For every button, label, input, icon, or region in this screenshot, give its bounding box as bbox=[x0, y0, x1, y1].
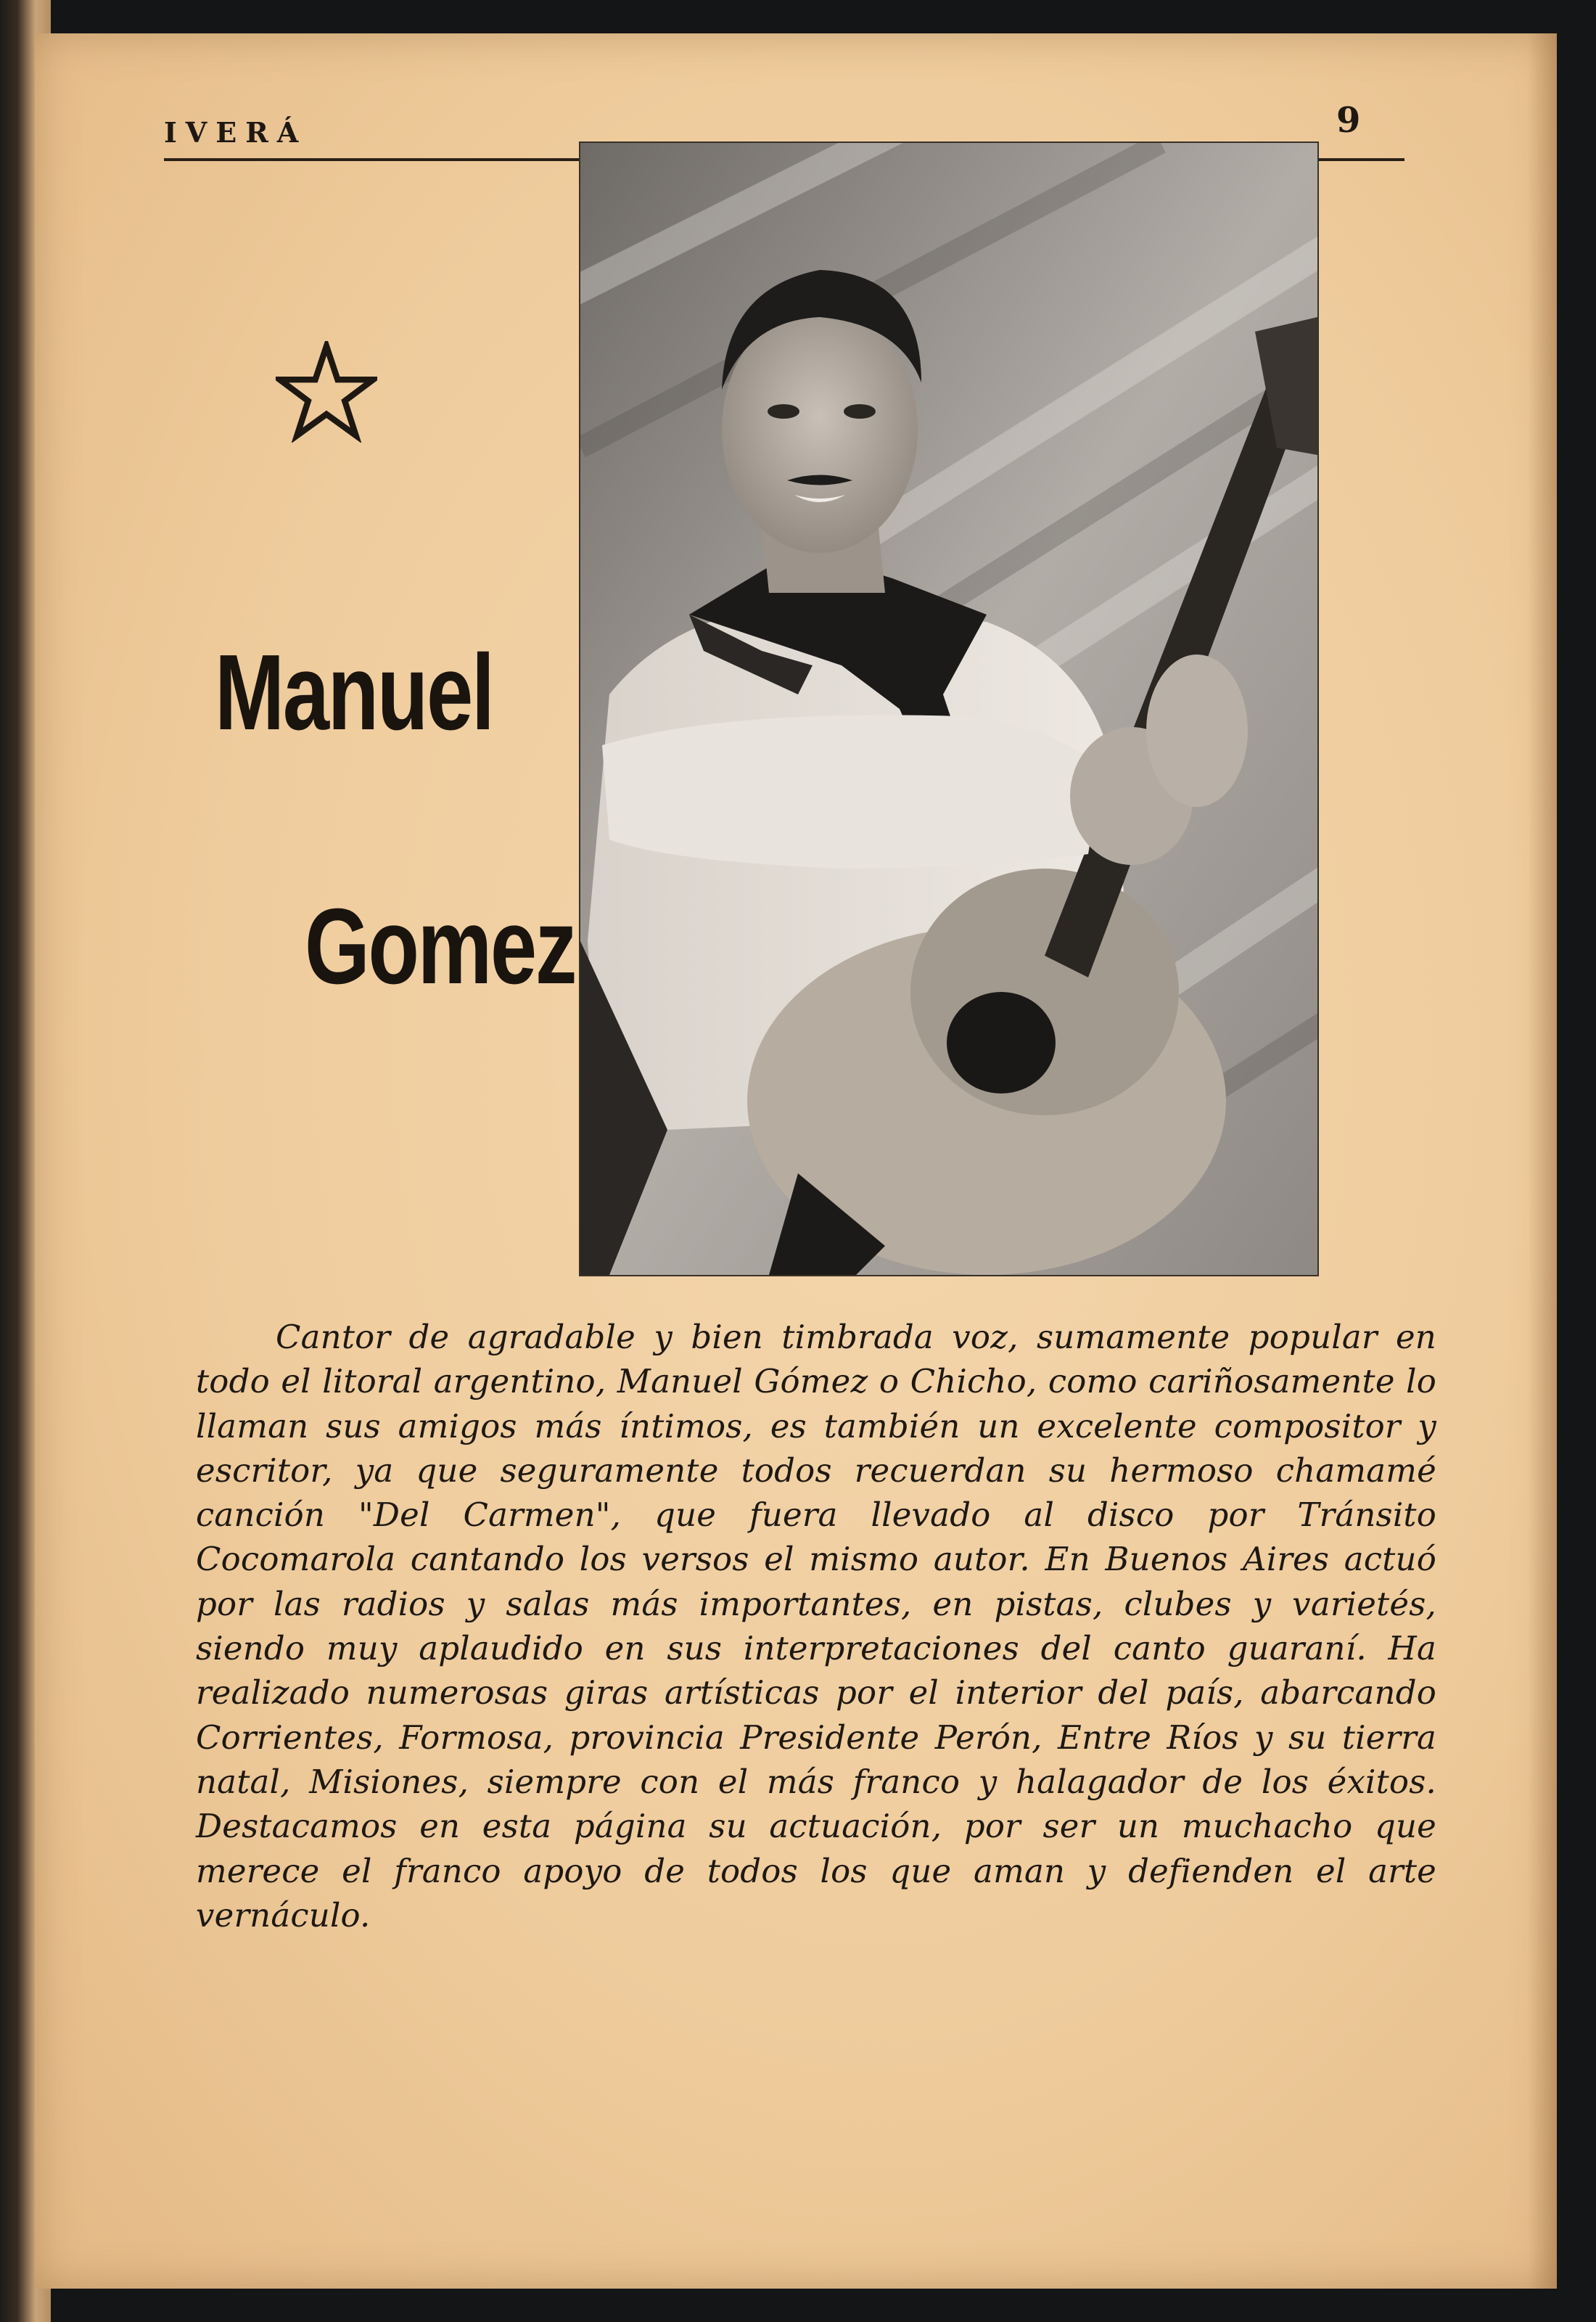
portrait-photo bbox=[579, 141, 1319, 1276]
article-body: Cantor de agradable y bien timbrada voz, sumamente popular en todo el litoral argentino, Manuel Gómez o Chicho, como cariñosamente lo llaman sus amigos más íntimos, es también un excelente compositor y escritor, ya que seguramente todos recuerdan su hermoso chamamé canción "Del Carmen", que fuera llevado al disco por Tránsito Cocomarola cantando los versos el mismo autor. En Buenos Aires actuó por las radios y salas más importantes, en pistas, clubes y varietés, siendo muy aplaudido en sus interpretaciones del canto guaraní. Ha realizado numerosas giras artísticas por el interior del país, abarcando Corrientes, Formosa, provincia Presidente Perón, Entre Ríos y su tierra natal, Misiones, siempre con el más franco y halagador de los éxitos. Destacamos en esta página su actuación, por ser un muchacho que merece el franco apoyo de todos los que aman y defienden el arte vernáculo. bbox=[196, 1318, 1436, 1935]
article-title-last-name: Gomez bbox=[305, 887, 576, 1006]
star-outline-icon bbox=[276, 341, 377, 443]
page-number: 9 bbox=[1336, 100, 1361, 141]
article-title-first-name: Manuel bbox=[215, 633, 493, 752]
page-edge-shadow bbox=[1528, 33, 1557, 2289]
magazine-title: IVERÁ bbox=[164, 116, 308, 149]
